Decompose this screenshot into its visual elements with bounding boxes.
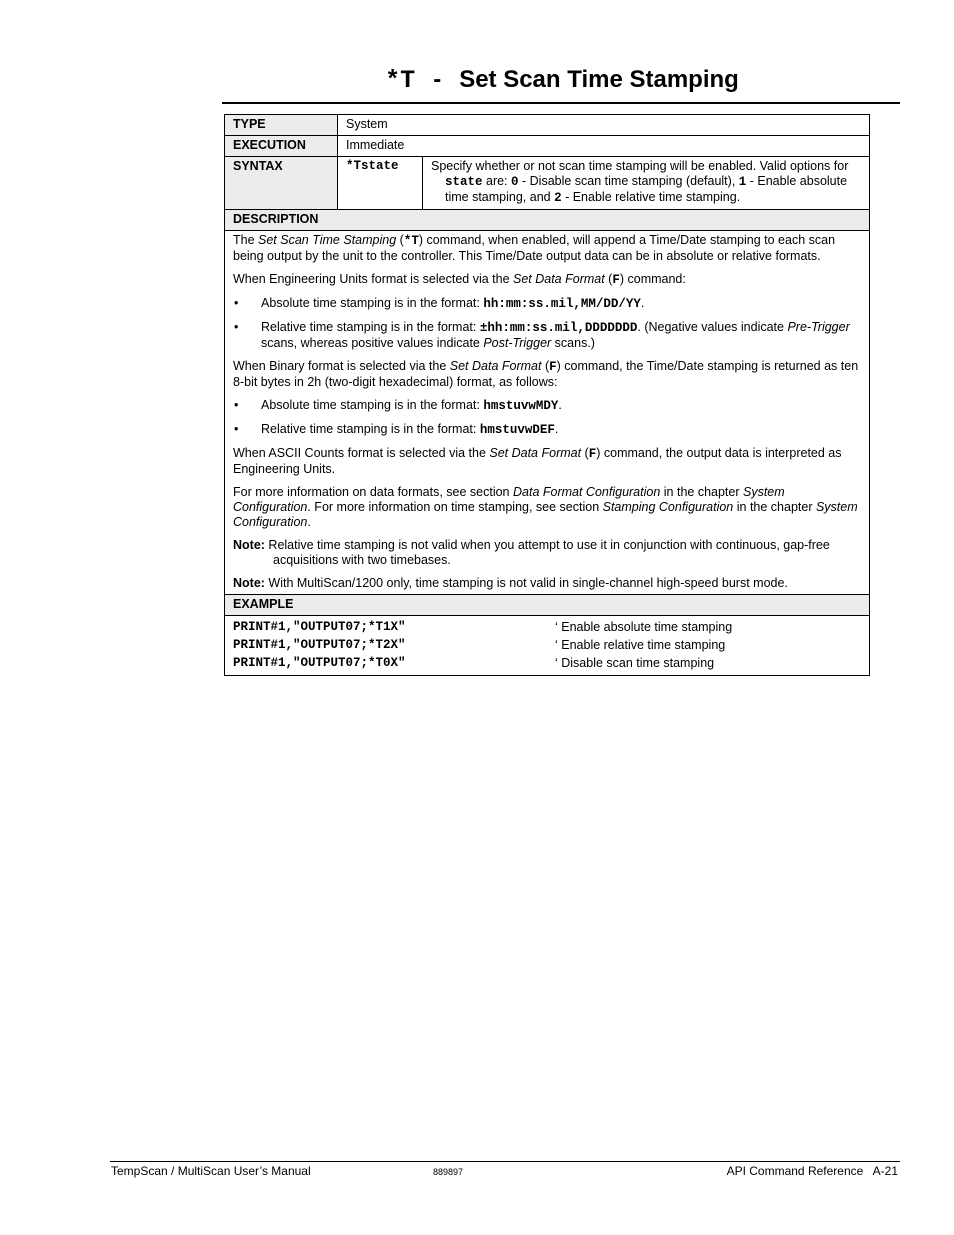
execution-label: EXECUTION (225, 136, 338, 157)
syntax-desc-text: Specify whether or not scan time stamping will be enabled. Valid options for (431, 159, 849, 173)
syntax-desc-text: are: (482, 174, 512, 188)
example-body-row (225, 616, 870, 676)
bullet-icon: • (234, 296, 239, 310)
example-code: PRINT#1,"OUTPUT07;*T0X" (233, 655, 406, 670)
example-comment: ‘ Enable relative time stamping (555, 637, 726, 652)
desc-paragraph: When Binary format is selected via the Set Data Format (F) command, the Time/Date stamping is returned as ten 8-bit bytes in 2h (two-digit hexadecimal) format, as follows: (233, 359, 859, 389)
example-line (233, 654, 861, 672)
bullet-item: • Absolute time stamping is in the format: hh:mm:ss.mil,MM/DD/YY. (234, 296, 645, 311)
syntax-desc-option: 0 (511, 175, 519, 189)
syntax-desc-state: state (445, 175, 483, 189)
command-spec-table (224, 114, 870, 676)
syntax-desc-text: - Disable scan time stamping (default), (518, 174, 739, 188)
example-code: PRINT#1,"OUTPUT07;*T2X" (233, 637, 406, 652)
bullet-icon: • (234, 422, 239, 436)
syntax-label: SYNTAX (225, 157, 338, 210)
bullet-item: • Absolute time stamping is in the format: hmstuvwMDY. (234, 398, 562, 413)
desc-paragraph: When Engineering Units format is selected via the Set Data Format (F) command: (233, 272, 686, 287)
note: Note: Relative time stamping is not valid when you attempt to use it in conjunction with continuous, gap-free acquisitions with two timebases. (233, 538, 830, 567)
syntax-description (423, 157, 870, 210)
example-comment: ‘ Disable scan time stamping (555, 655, 715, 670)
desc-paragraph: The Set Scan Time Stamping (*T) command, when enabled, will append a Time/Date stamping to each scan being output by the unit to the controller. This Time/Date output data can be in absolute or relative formats. (233, 233, 836, 263)
example-header: EXAMPLE (225, 595, 870, 616)
syntax-value: *Tstate (338, 157, 423, 210)
page-title (222, 66, 902, 95)
footer-page-ref: API Command Reference A-21 (726, 1164, 898, 1178)
footer-part-number: 889897 (433, 1167, 464, 1177)
example-line (233, 636, 861, 654)
type-label: TYPE (225, 115, 338, 136)
example-header-row (225, 595, 870, 616)
bullet-icon: • (234, 320, 239, 334)
execution-row (225, 136, 870, 157)
note: Note: With MultiScan/1200 only, time stamping is not valid in single-channel high-speed burst mode. (233, 576, 788, 590)
title-text: Set Scan Time Stamping (459, 66, 739, 93)
type-value: System (338, 115, 870, 136)
footer-rule (110, 1161, 900, 1162)
example-line (233, 618, 861, 636)
title-command: *T (385, 66, 416, 95)
bullet-icon: • (234, 398, 239, 412)
example-code: PRINT#1,"OUTPUT07;*T1X" (233, 619, 406, 634)
desc-paragraph: For more information on data formats, see section Data Format Configuration in the chapter System Configuration. For more information on time stamping, see section Stamping Configuration in the chapter System Configuration. (233, 485, 858, 529)
description-body-row (225, 231, 870, 595)
type-row (225, 115, 870, 136)
syntax-desc-option: 1 (738, 175, 747, 189)
title-dash: - (433, 66, 442, 93)
bullet-item: • Relative time stamping is in the format: ±hh:mm:ss.mil,DDDDDDD. (Negative values indicate Pre-Trigger scans, whereas positive values indicate Post-Trigger scans.) (234, 320, 850, 350)
syntax-desc-option: 2 (554, 191, 562, 205)
bullet-item: • Relative time stamping is in the format: hmstuvwDEF. (234, 422, 559, 437)
title-rule (222, 102, 900, 104)
footer-manual-title: TempScan / MultiScan User’s Manual (111, 1164, 311, 1178)
syntax-row (225, 157, 870, 210)
syntax-desc-text: - Enable relative time stamping. (561, 190, 741, 204)
example-comment: ‘ Enable absolute time stamping (555, 619, 733, 634)
syntax-desc-text: - Enable absolute time stamping, and (445, 174, 848, 204)
desc-paragraph: When ASCII Counts format is selected via the Set Data Format (F) command, the output data is interpreted as Engineering Units. (233, 446, 842, 476)
execution-value: Immediate (338, 136, 870, 157)
description-header: DESCRIPTION (225, 210, 870, 231)
example-body (225, 616, 870, 676)
description-body (225, 231, 870, 595)
description-header-row (225, 210, 870, 231)
